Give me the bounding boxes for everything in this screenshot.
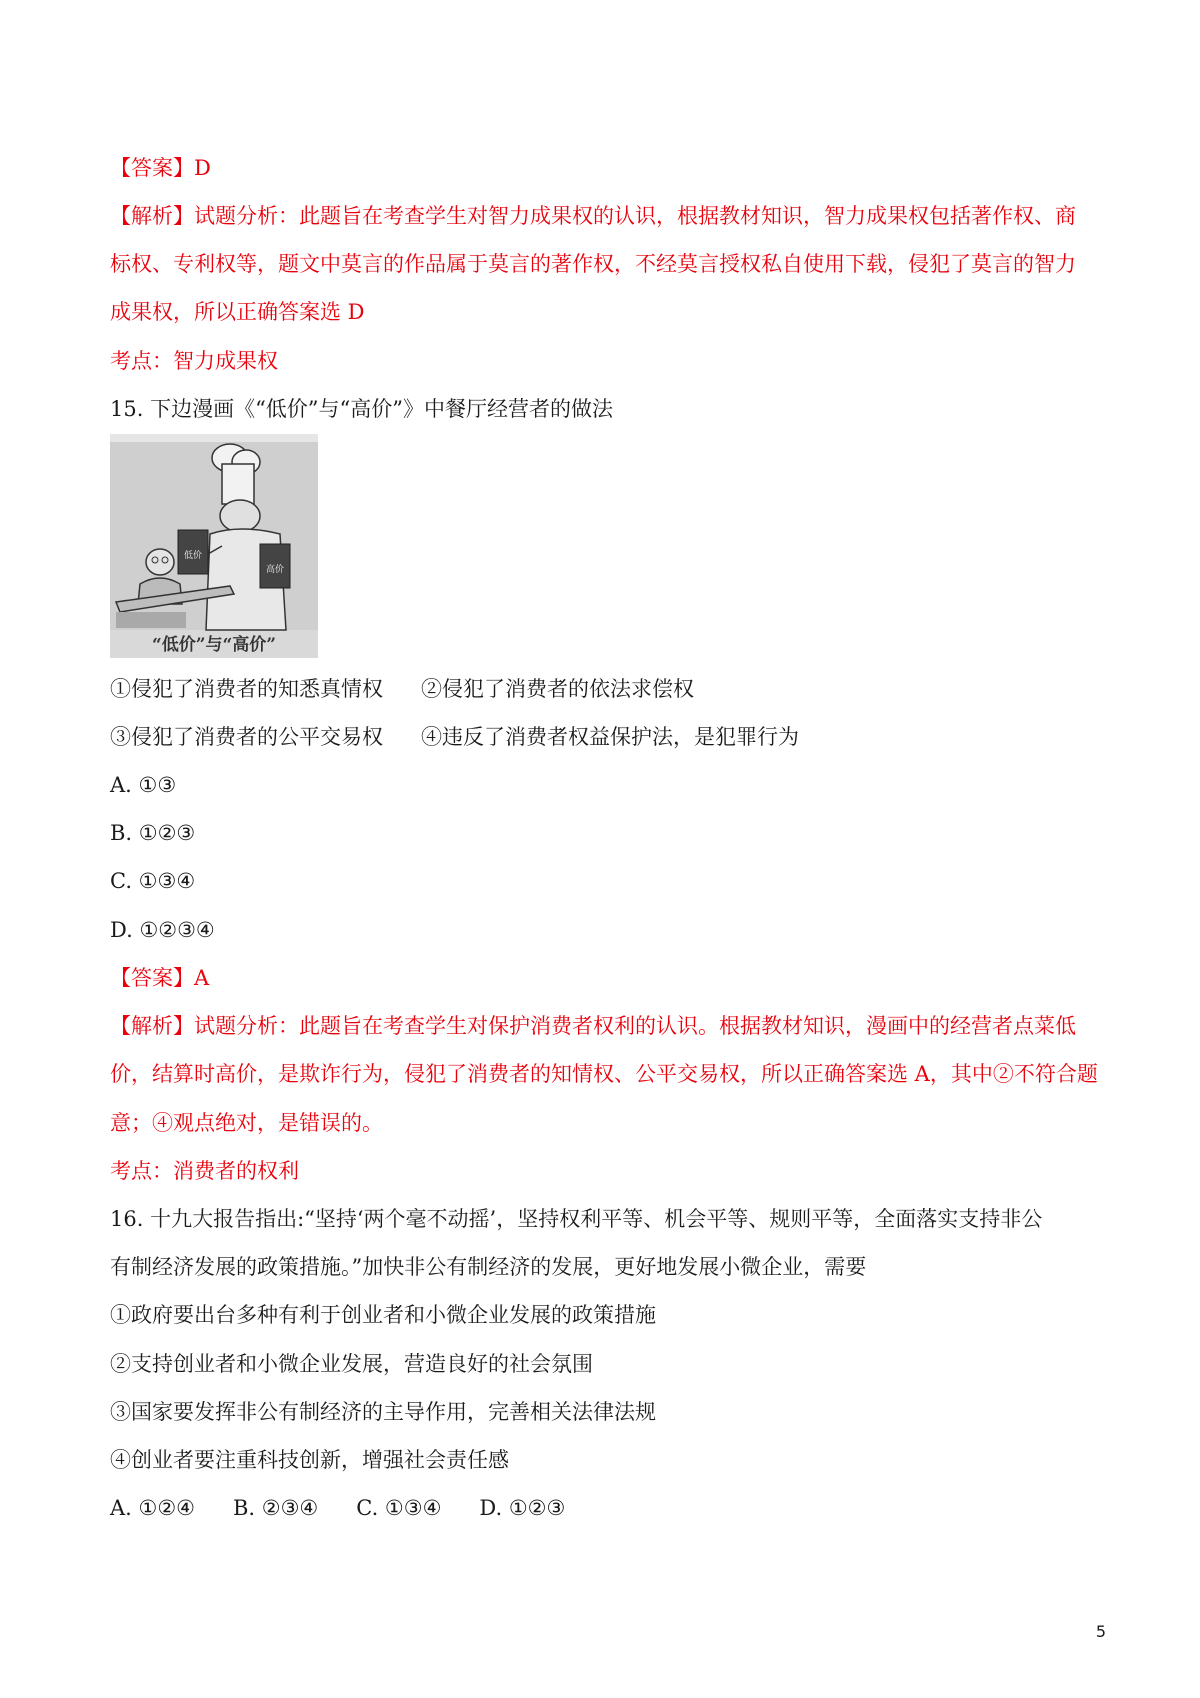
q14-analysis-line-3: 成果权，所以正确答案选 D <box>110 300 365 324</box>
q16-options <box>110 1494 1100 1522</box>
q15-statements-row-1 <box>110 675 1100 703</box>
q14-kaodian: 考点：智力成果权 <box>110 349 278 373</box>
q16-option-d: D. ①②③ <box>479 1496 566 1520</box>
cartoon-sign-left: 低价 <box>183 551 203 561</box>
cartoon-image <box>110 434 318 658</box>
cartoon-sign-right: 高价 <box>265 565 285 575</box>
q15-option-a: A. ①③ <box>110 773 177 797</box>
q15-statement-3: ③侵犯了消费者的公平交易权 <box>110 725 383 749</box>
q14-analysis-line-2: 标权、专利权等，题文中莫言的作品属于莫言的著作权，不经莫言授权私自使用下载，侵犯了莫言的智力 <box>110 252 1076 276</box>
cartoon-caption: “低价”与“高价” <box>151 635 277 655</box>
q15-option-c: C. ①③④ <box>110 869 196 893</box>
q15-stem: 15. 下边漫画《“低价”与“高价”》中餐厅经营者的做法 <box>110 397 614 421</box>
q16-statement-4: ④创业者要注重科技创新，增强社会责任感 <box>110 1448 509 1472</box>
q16-stem-line-1: 16. 十九大报告指出:“坚持‘两个毫不动摇’，坚持权利平等、机会平等、规则平等，全面落实支持非公 <box>110 1207 1043 1231</box>
answer-value: A <box>194 966 210 990</box>
q15-analysis-line-2: 价，结算时高价，是欺诈行为，侵犯了消费者的知情权、公平交易权，所以正确答案选 A，其中②不符合题 <box>110 1062 1098 1086</box>
q15-statements-row-2 <box>110 723 1100 751</box>
q15-option-d: D. ①②③④ <box>110 918 215 942</box>
analysis-label: 【解析】 <box>110 1014 194 1038</box>
q15-analysis-line-3: 意；④观点绝对，是错误的。 <box>110 1111 383 1135</box>
answer-label: 【答案】 <box>110 966 194 990</box>
analysis-label: 【解析】 <box>110 204 194 228</box>
q14-analysis-line-1: 【解析】试题分析：此题旨在考查学生对智力成果权的认识，根据教材知识，智力成果权包括著作权、商 <box>110 204 1076 228</box>
answer-label: 【答案】 <box>110 156 194 180</box>
q16-option-a: A. ①②④ <box>110 1496 195 1520</box>
answer-value: D <box>194 156 211 180</box>
q16-statement-3: ③国家要发挥非公有制经济的主导作用，完善相关法律法规 <box>110 1400 656 1424</box>
q15-option-b: B. ①②③ <box>110 821 196 845</box>
q15-answer <box>110 964 1100 992</box>
q15-statement-1: ①侵犯了消费者的知悉真情权 <box>110 677 383 701</box>
q16-option-c: C. ①③④ <box>356 1496 442 1520</box>
q15-analysis-line-1: 【解析】试题分析：此题旨在考查学生对保护消费者权利的认识。根据教材知识，漫画中的经营者点菜低 <box>110 1014 1076 1038</box>
page-number: 5 <box>1095 1622 1106 1641</box>
q16-option-b: B. ②③④ <box>233 1496 319 1520</box>
q16-statement-1: ①政府要出台多种有利于创业者和小微企业发展的政策措施 <box>110 1303 656 1327</box>
q15-statement-4: ④违反了消费者权益保护法，是犯罪行为 <box>421 725 799 749</box>
q15-statement-2: ②侵犯了消费者的依法求偿权 <box>421 677 694 701</box>
q14-answer <box>110 154 1100 182</box>
q15-kaodian: 考点：消费者的权利 <box>110 1159 299 1183</box>
q16-statement-2: ②支持创业者和小微企业发展，营造良好的社会氛围 <box>110 1352 593 1376</box>
q16-stem-line-2: 有制经济发展的政策措施。”加快非公有制经济的发展，更好地发展小微企业，需要 <box>110 1255 867 1279</box>
